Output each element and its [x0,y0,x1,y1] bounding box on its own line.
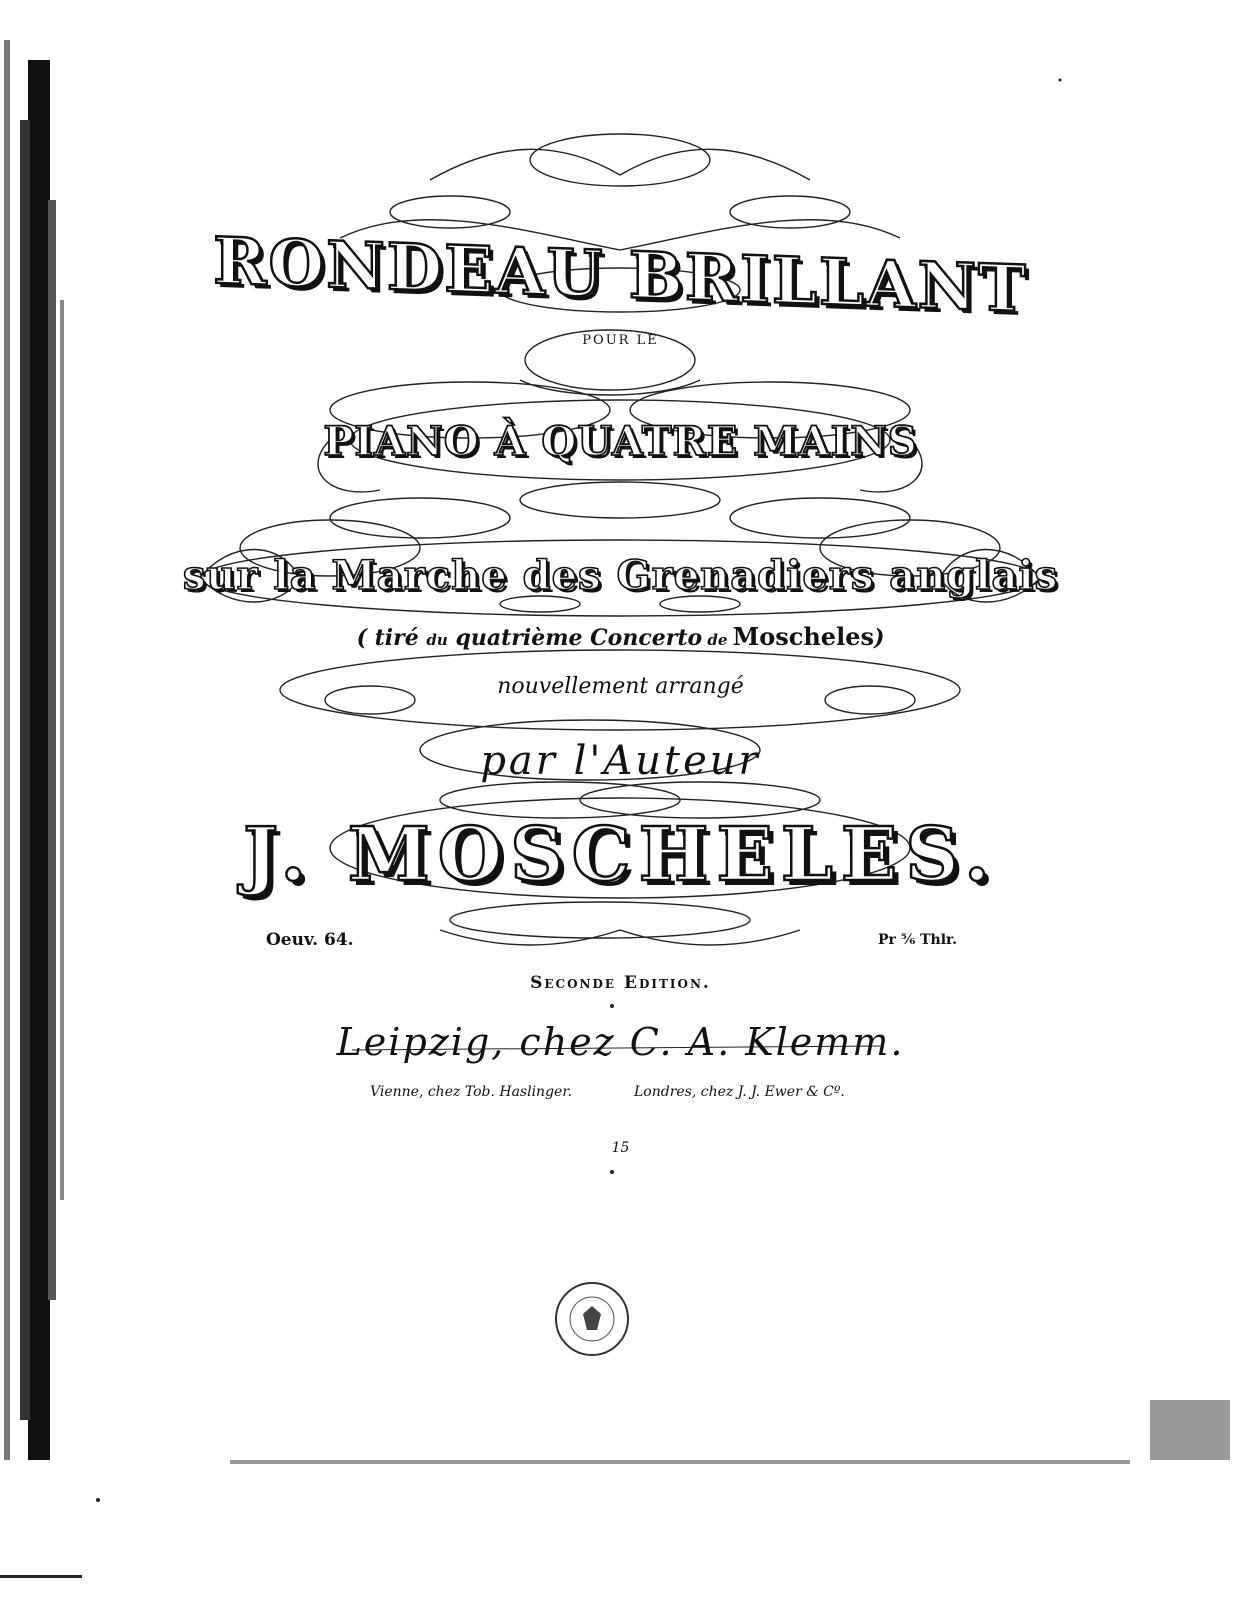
source-close: ) [873,625,885,651]
subject-line: sur la Marche des Grenadiers anglais [182,552,1059,599]
source-du: du [426,631,448,649]
price-label: Pr ⅚ Thlr. [878,932,958,948]
source-line [0,622,1241,651]
pour-le-label: POUR LE [582,333,659,348]
source-quatrieme: quatrième [447,625,591,651]
agent-londres: Londres, chez J. J. Ewer & Cº. [634,1084,845,1100]
work-title: RONDEAU BRILLANT [213,223,1028,328]
arrangement-line: nouvellement arrangé [497,674,744,699]
source-moscheles: Moscheles [732,622,874,651]
agent-vienne: Vienne, chez Tob. Haslinger. [370,1084,572,1100]
edition-label: Seconde Edition. [530,973,711,993]
instrument-line: PIANO À QUATRE MAINS [323,418,918,465]
composer-name: J. MOSCHELES. [243,812,998,898]
plate-number: 15 [611,1140,630,1156]
source-open: ( tiré [356,625,427,651]
publisher-line: Leipzig, chez C. A. Klemm. [336,1020,905,1064]
source-de: de [702,631,733,649]
opus-number: Oeuv. 64. [266,930,354,950]
by-author-line: par l'Auteur [480,738,761,784]
source-concerto: Concerto [590,625,703,651]
library-stamp [553,1280,631,1358]
